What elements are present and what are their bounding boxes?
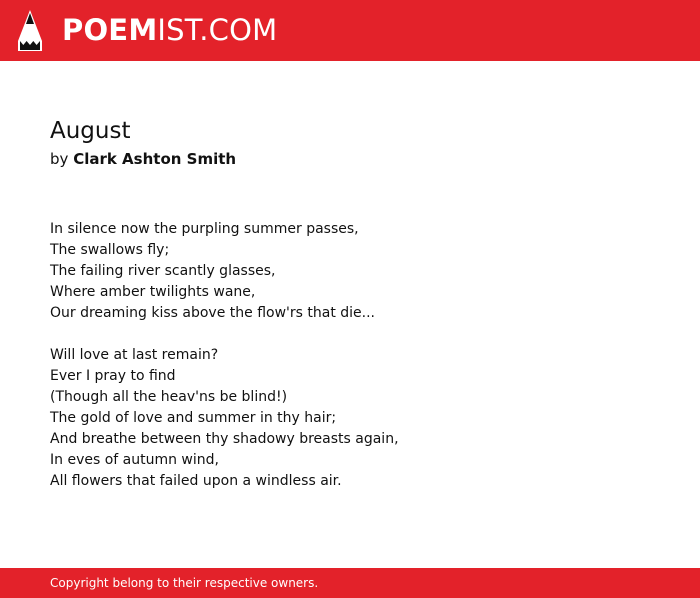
site-logo[interactable] [62, 12, 277, 48]
logo-light-text: IST.COM [157, 13, 278, 47]
poem-line: In eves of autumn wind, [50, 452, 219, 468]
author-name: Clark Ashton Smith [73, 150, 237, 168]
poem-line: And breathe between thy shadowy breasts again, [50, 431, 399, 447]
poem-line: The failing river scantly glasses, [50, 263, 276, 279]
poem-line: All flowers that failed upon a windless air. [50, 473, 342, 489]
poem-line: In silence now the purpling summer passes, [50, 221, 359, 237]
stanza-1 [50, 219, 375, 324]
poem-line: The gold of love and summer in thy hair; [50, 410, 337, 426]
site-header [0, 0, 700, 61]
poem-line: Ever I pray to find [50, 368, 176, 384]
stanza-2 [50, 345, 399, 492]
pencil-tip-icon[interactable] [17, 9, 43, 51]
poem-line: Will love at last remain? [50, 347, 219, 363]
logo-bold-text: POEM [62, 13, 158, 47]
poem-title: August [50, 118, 131, 144]
copyright-text: Copyright belong to their respective owners. [50, 576, 319, 590]
poem-byline [50, 148, 236, 170]
poem-line: Where amber twilights wane, [50, 284, 256, 300]
poem-line: Our dreaming kiss above the flow'rs that die... [50, 305, 376, 321]
poem-line: The swallows fly; [50, 242, 170, 258]
poem-line: (Though all the heav'ns be blind!) [50, 389, 288, 405]
byline-prefix: by [50, 150, 69, 168]
site-footer [0, 568, 700, 598]
